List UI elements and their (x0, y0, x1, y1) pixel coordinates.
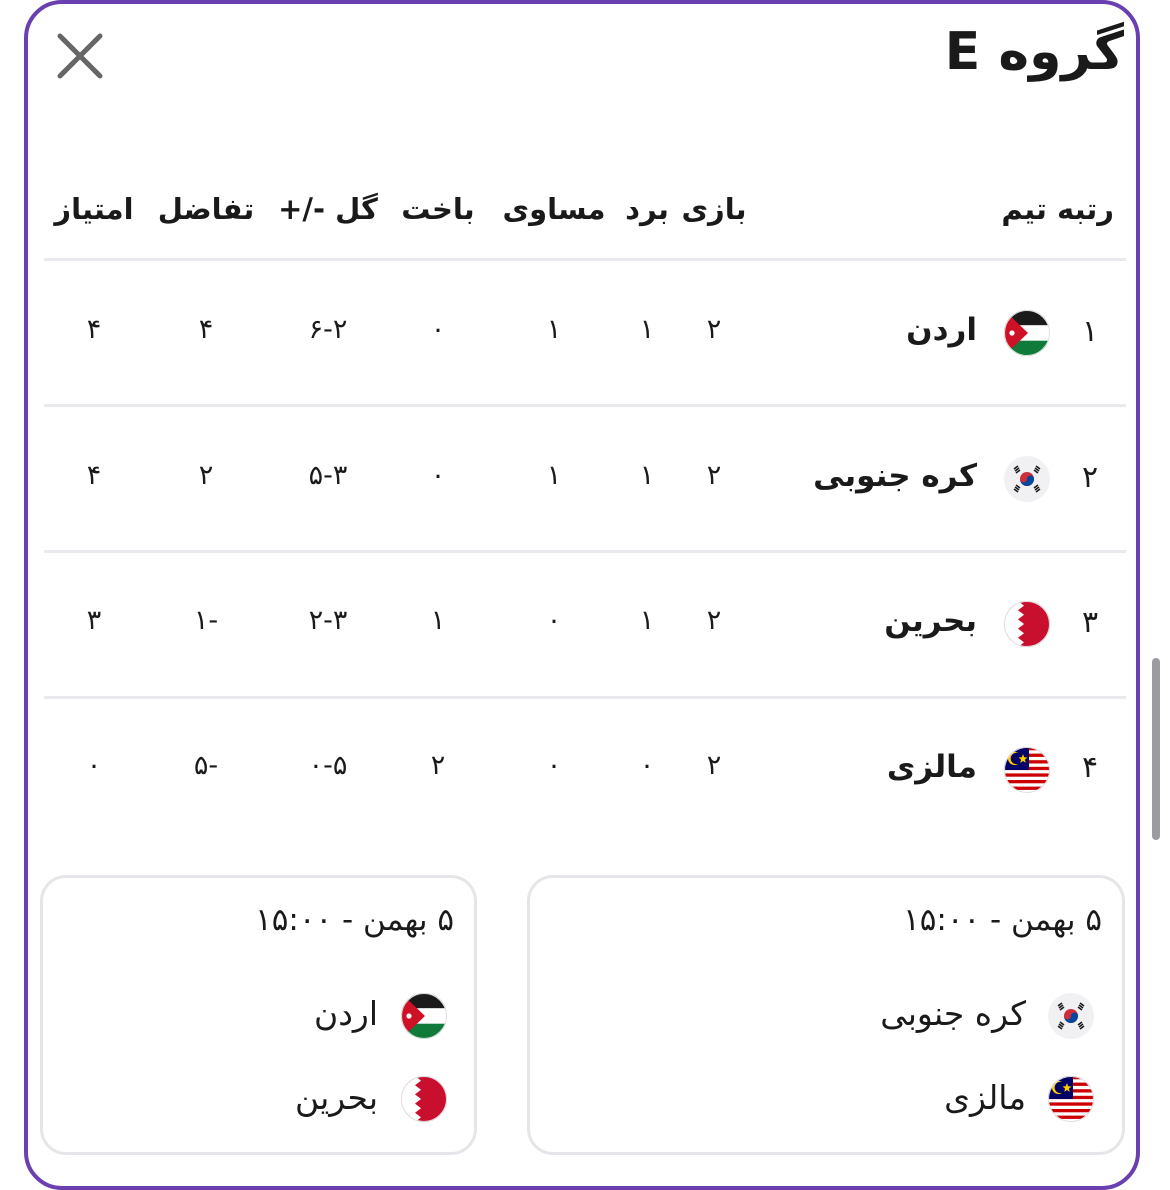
cell-win: ۱ (639, 460, 655, 491)
match-date: ۵ بهمن - ۱۵:۰۰ (255, 902, 454, 938)
header-win: برد (625, 192, 669, 226)
cell-loss: ۱ (430, 605, 446, 636)
close-icon (52, 28, 108, 84)
cell-played: ۲ (706, 314, 722, 345)
team-name[interactable]: بحرین (884, 603, 977, 639)
team-name[interactable]: اردن (906, 312, 977, 348)
row-rank: ۱ (1081, 314, 1099, 349)
header-played: بازی (681, 192, 747, 226)
cell-loss: ۲ (430, 750, 446, 781)
header-diff: تفاضل (157, 192, 255, 226)
cell-goals: ۵-۳ (308, 460, 348, 491)
team-name[interactable]: مالزی (886, 749, 977, 785)
cell-win: ۱ (639, 314, 655, 345)
south-korea-flag-icon (1004, 456, 1050, 502)
row-rank: ۲ (1081, 460, 1099, 495)
cell-goals: ۶-۲ (308, 314, 348, 345)
cell-win: ۰ (639, 750, 655, 781)
group-title: گروه E (944, 22, 1124, 82)
header-draw: مساوی (502, 192, 606, 226)
row-rank: ۳ (1081, 605, 1099, 640)
row-rank: ۴ (1081, 750, 1099, 785)
header-goals: گل -/+ (278, 192, 378, 226)
match-date: ۵ بهمن - ۱۵:۰۰ (903, 902, 1102, 938)
cell-played: ۲ (706, 750, 722, 781)
match-away-team: بحرین (295, 1078, 378, 1117)
bahrain-flag-icon (1004, 601, 1050, 647)
cell-draw: ۰ (546, 605, 562, 636)
bahrain-flag-icon (401, 1076, 447, 1122)
cell-loss: ۰ (430, 314, 446, 345)
cell-draw: ۱ (546, 314, 562, 345)
match-home-team: اردن (313, 994, 378, 1033)
match-card[interactable] (527, 875, 1125, 1155)
cell-goals: ۰-۵ (308, 750, 348, 781)
team-name[interactable]: کره جنوبی (813, 458, 977, 494)
divider (44, 550, 1126, 553)
match-home-team: کره جنوبی (880, 994, 1026, 1033)
cell-goals: ۲-۳ (308, 605, 348, 636)
cell-points: ۳ (86, 605, 102, 636)
divider (44, 258, 1126, 261)
malaysia-flag-icon (1048, 1076, 1094, 1122)
divider (44, 404, 1126, 407)
cell-diff: -۵ (193, 750, 219, 781)
cell-diff: -۱ (193, 605, 219, 636)
jordan-flag-icon (401, 993, 447, 1039)
cell-draw: ۰ (546, 750, 562, 781)
south-korea-flag-icon (1048, 993, 1094, 1039)
divider (44, 696, 1126, 699)
cell-diff: ۴ (198, 314, 214, 345)
cell-points: ۴ (86, 314, 102, 345)
scrollbar[interactable] (1152, 658, 1160, 840)
header-points: امتیاز (54, 192, 134, 226)
header-team: رتبه تیم (1001, 192, 1114, 226)
cell-points: ۰ (86, 750, 102, 781)
match-away-team: مالزی (944, 1078, 1026, 1117)
cell-points: ۴ (86, 460, 102, 491)
cell-win: ۱ (639, 605, 655, 636)
header-loss: باخت (401, 192, 475, 226)
jordan-flag-icon (1004, 310, 1050, 356)
malaysia-flag-icon (1004, 747, 1050, 793)
match-card[interactable] (40, 875, 477, 1155)
cell-played: ۲ (706, 605, 722, 636)
cell-diff: ۲ (198, 460, 214, 491)
cell-draw: ۱ (546, 460, 562, 491)
cell-loss: ۰ (430, 460, 446, 491)
close-button[interactable] (52, 28, 108, 84)
cell-played: ۲ (706, 460, 722, 491)
